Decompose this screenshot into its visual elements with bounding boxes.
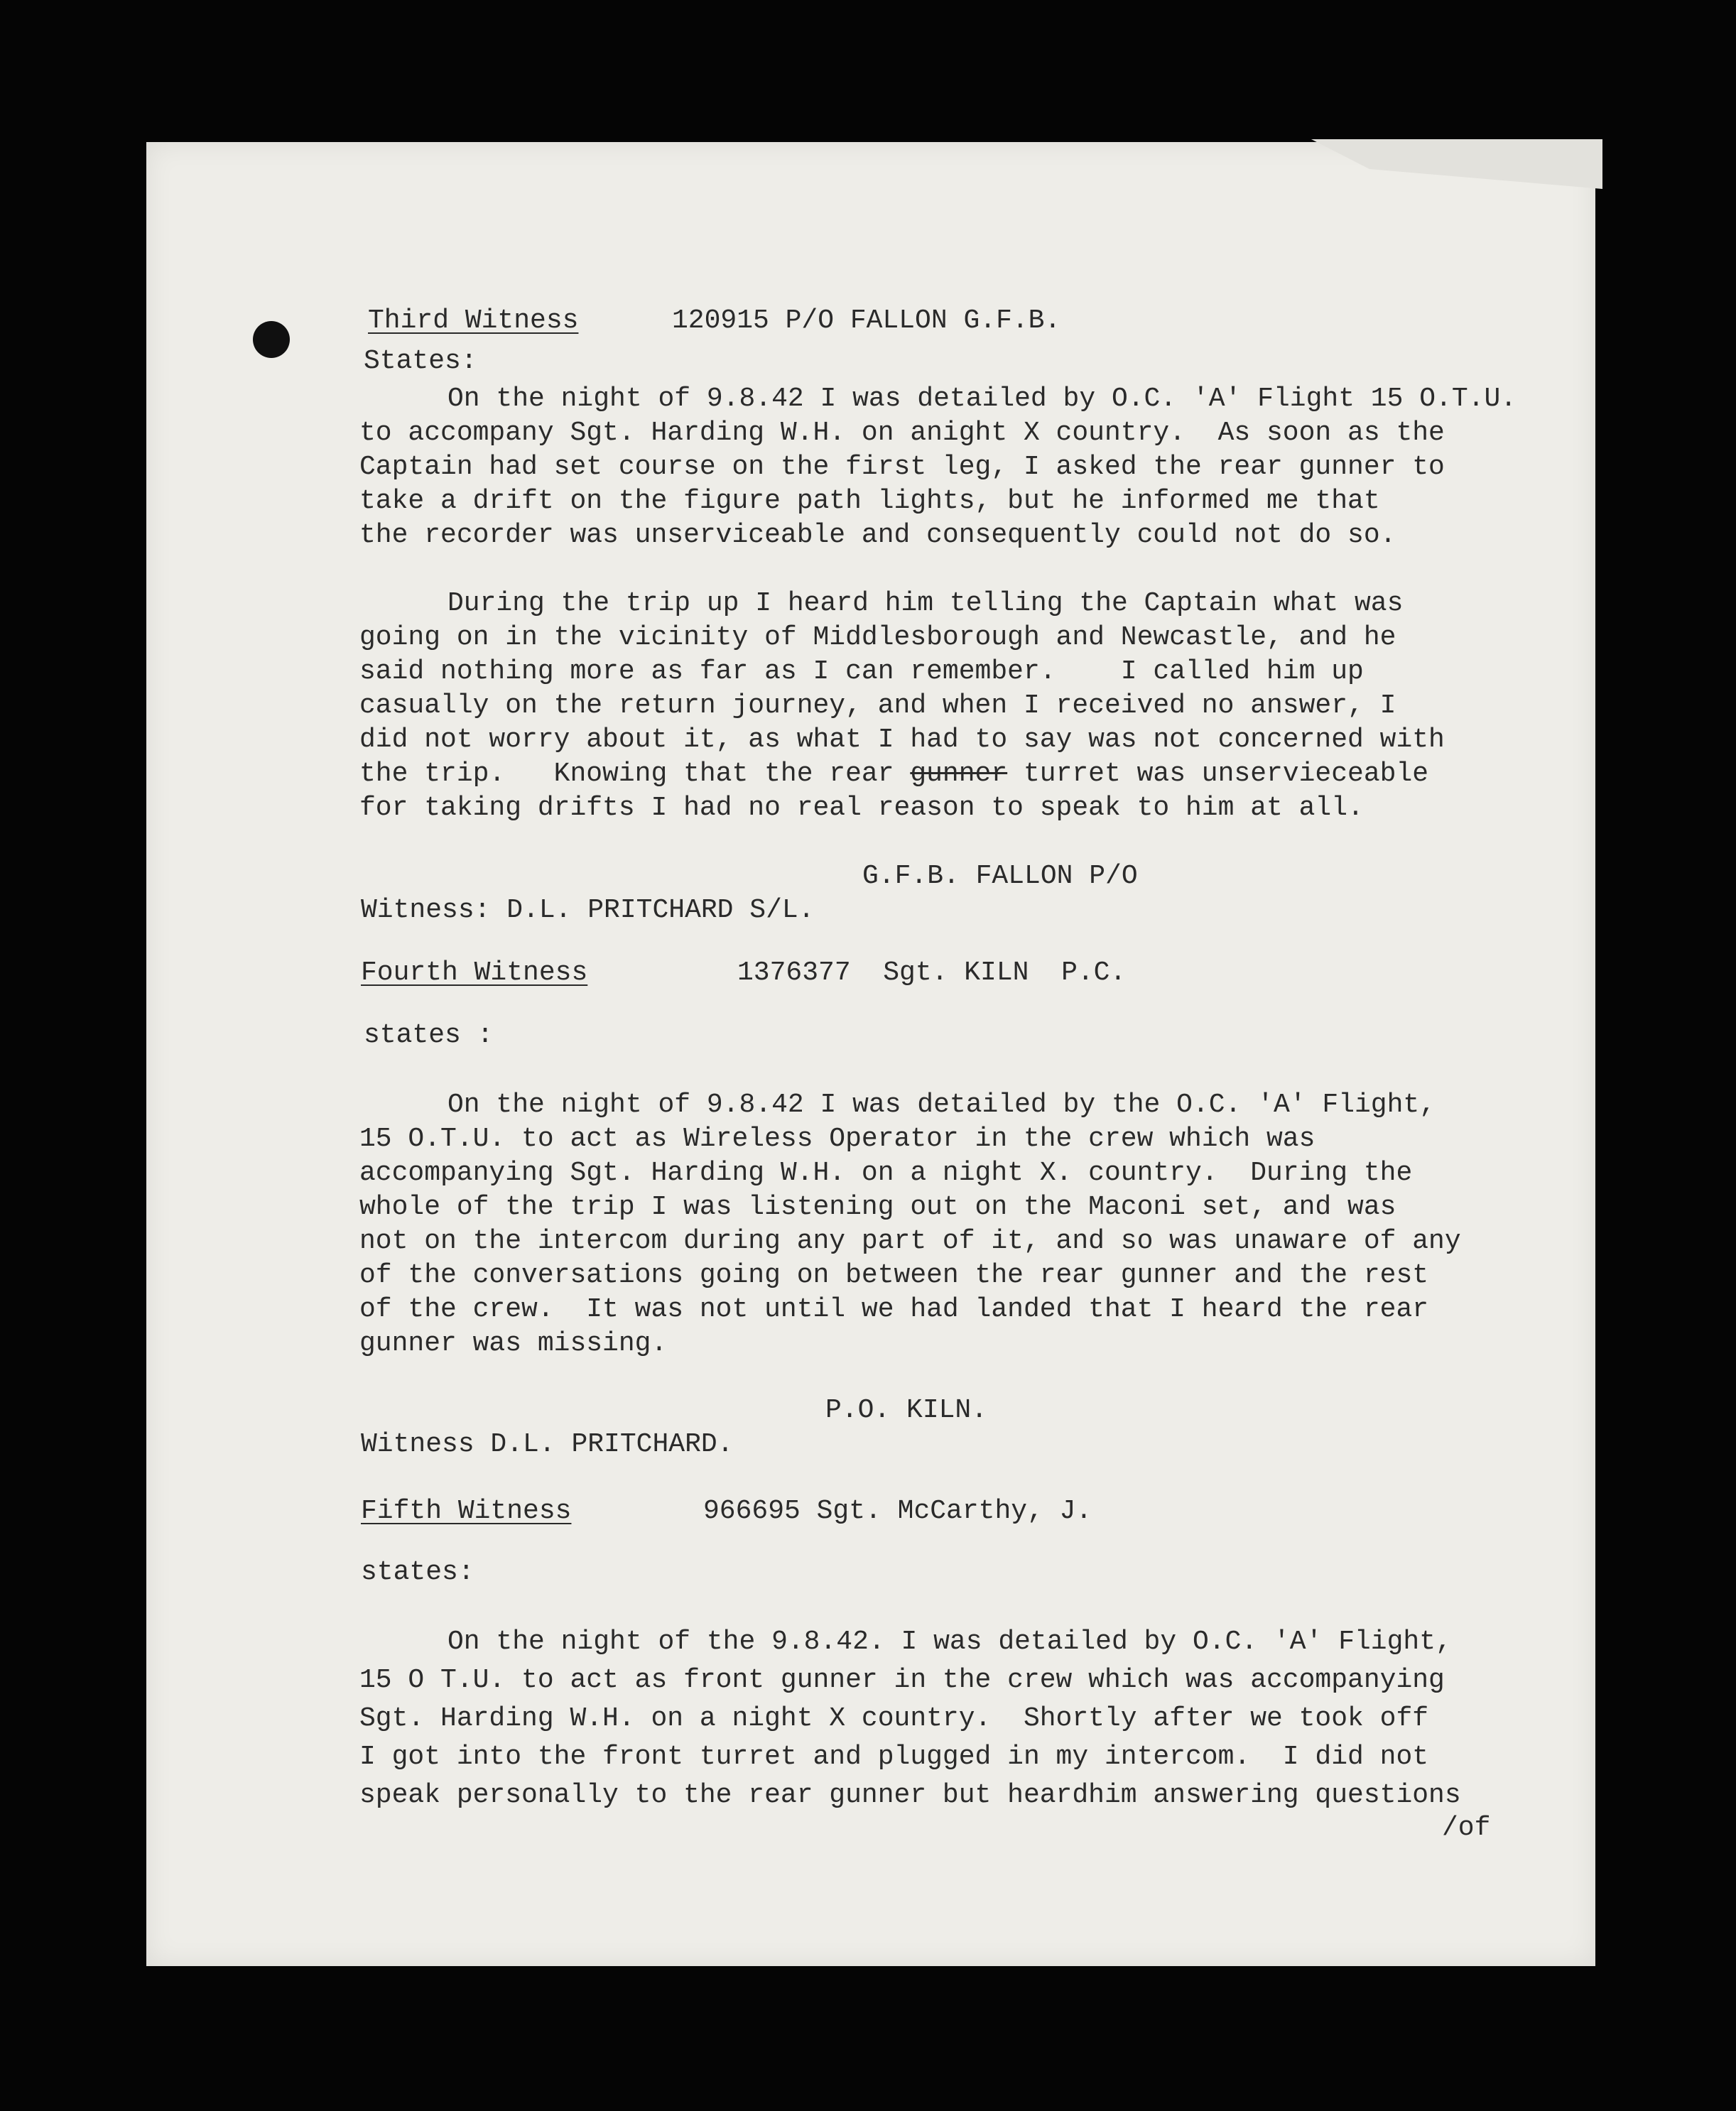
paragraph-line: gunner was missing. — [359, 1328, 668, 1359]
fourth-witness-states: states : — [364, 1020, 494, 1051]
paragraph-line: accompanying Sgt. Harding W.H. on a night X. country. During the — [359, 1158, 1413, 1188]
punch-hole — [253, 321, 290, 358]
paragraph-line: On the night of 9.8.42 I was detailed by the O.C. 'A' Flight, — [447, 1090, 1436, 1120]
paragraph-line: of the conversations going on between the rear gunner and the rest — [359, 1260, 1429, 1291]
fifth-witness-heading: Fifth Witness — [361, 1496, 572, 1526]
line-start: the trip. Knowing that the rear — [359, 759, 911, 789]
paragraph-line: the recorder was unserviceable and consequently could not do so. — [359, 520, 1396, 550]
fourth-witness-id: 1376377 Sgt. KILN P.C. — [737, 957, 1127, 988]
line-end: turret was unservieceable — [1007, 759, 1429, 789]
paragraph-line: speak personally to the rear gunner but heardhim answering questions — [359, 1780, 1461, 1811]
paragraph-line: casually on the return journey, and when I received no answer, I — [359, 690, 1396, 721]
paragraph-line: 15 O.T.U. to act as Wireless Operator in the crew which was — [359, 1124, 1315, 1154]
document-page — [146, 142, 1595, 1966]
paragraph-line: I got into the front turret and plugged in my intercom. I did not — [359, 1742, 1429, 1772]
paragraph-line — [359, 757, 1428, 791]
paragraph-line: said nothing more as far as I can remember. I called him up — [359, 656, 1364, 687]
paragraph-line: Sgt. Harding W.H. on a night X country. Shortly after we took off — [359, 1703, 1429, 1734]
fourth-witness-signature: P.O. KILN. — [825, 1395, 988, 1426]
paragraph-line: whole of the trip I was listening out on the Maconi set, and was — [359, 1192, 1396, 1222]
paragraph-line: for taking drifts I had no real reason to speak to him at all. — [359, 793, 1364, 823]
folded-corner — [1311, 139, 1602, 189]
fourth-witness-heading: Fourth Witness — [361, 957, 588, 988]
third-witness-id: 120915 P/O FALLON G.F.B. — [672, 305, 1061, 336]
page-continuation: /of — [1442, 1813, 1491, 1843]
paragraph-line: take a drift on the figure path lights, but he informed me that — [359, 486, 1380, 516]
fifth-witness-id: 966695 Sgt. McCarthy, J. — [703, 1496, 1092, 1526]
third-witness-states: States: — [364, 346, 477, 376]
paragraph-line: going on in the vicinity of Middlesborough and Newcastle, and he — [359, 622, 1396, 653]
paragraph-line: not on the intercom during any part of it, and so was unaware of any — [359, 1226, 1461, 1257]
paragraph-line: to accompany Sgt. Harding W.H. on anight X country. As soon as the — [359, 418, 1445, 448]
third-witness-heading: Third Witness — [368, 305, 579, 336]
paragraph-line: On the night of the 9.8.42. I was detailed by O.C. 'A' Flight, — [447, 1627, 1452, 1657]
paragraph-line: of the crew. It was not until we had landed that I heard the rear — [359, 1294, 1429, 1325]
paragraph-line: During the trip up I heard him telling the Captain what was — [447, 588, 1404, 619]
paragraph-line: Captain had set course on the first leg, I asked the rear gunner to — [359, 452, 1445, 482]
paragraph-line: On the night of 9.8.42 I was detailed by O.C. 'A' Flight 15 O.T.U. — [447, 384, 1517, 414]
fifth-witness-states: states: — [361, 1557, 474, 1588]
third-witness-witnessed-by: Witness: D.L. PRITCHARD S/L. — [361, 895, 815, 926]
third-witness-signature: G.F.B. FALLON P/O — [862, 861, 1138, 891]
fourth-witness-witnessed-by: Witness D.L. PRITCHARD. — [361, 1429, 734, 1460]
struck-word: gunner — [910, 759, 1008, 789]
paragraph-line: 15 O T.U. to act as front gunner in the crew which was accompanying — [359, 1665, 1445, 1695]
paragraph-line: did not worry about it, as what I had to say was not concerned with — [359, 725, 1445, 755]
